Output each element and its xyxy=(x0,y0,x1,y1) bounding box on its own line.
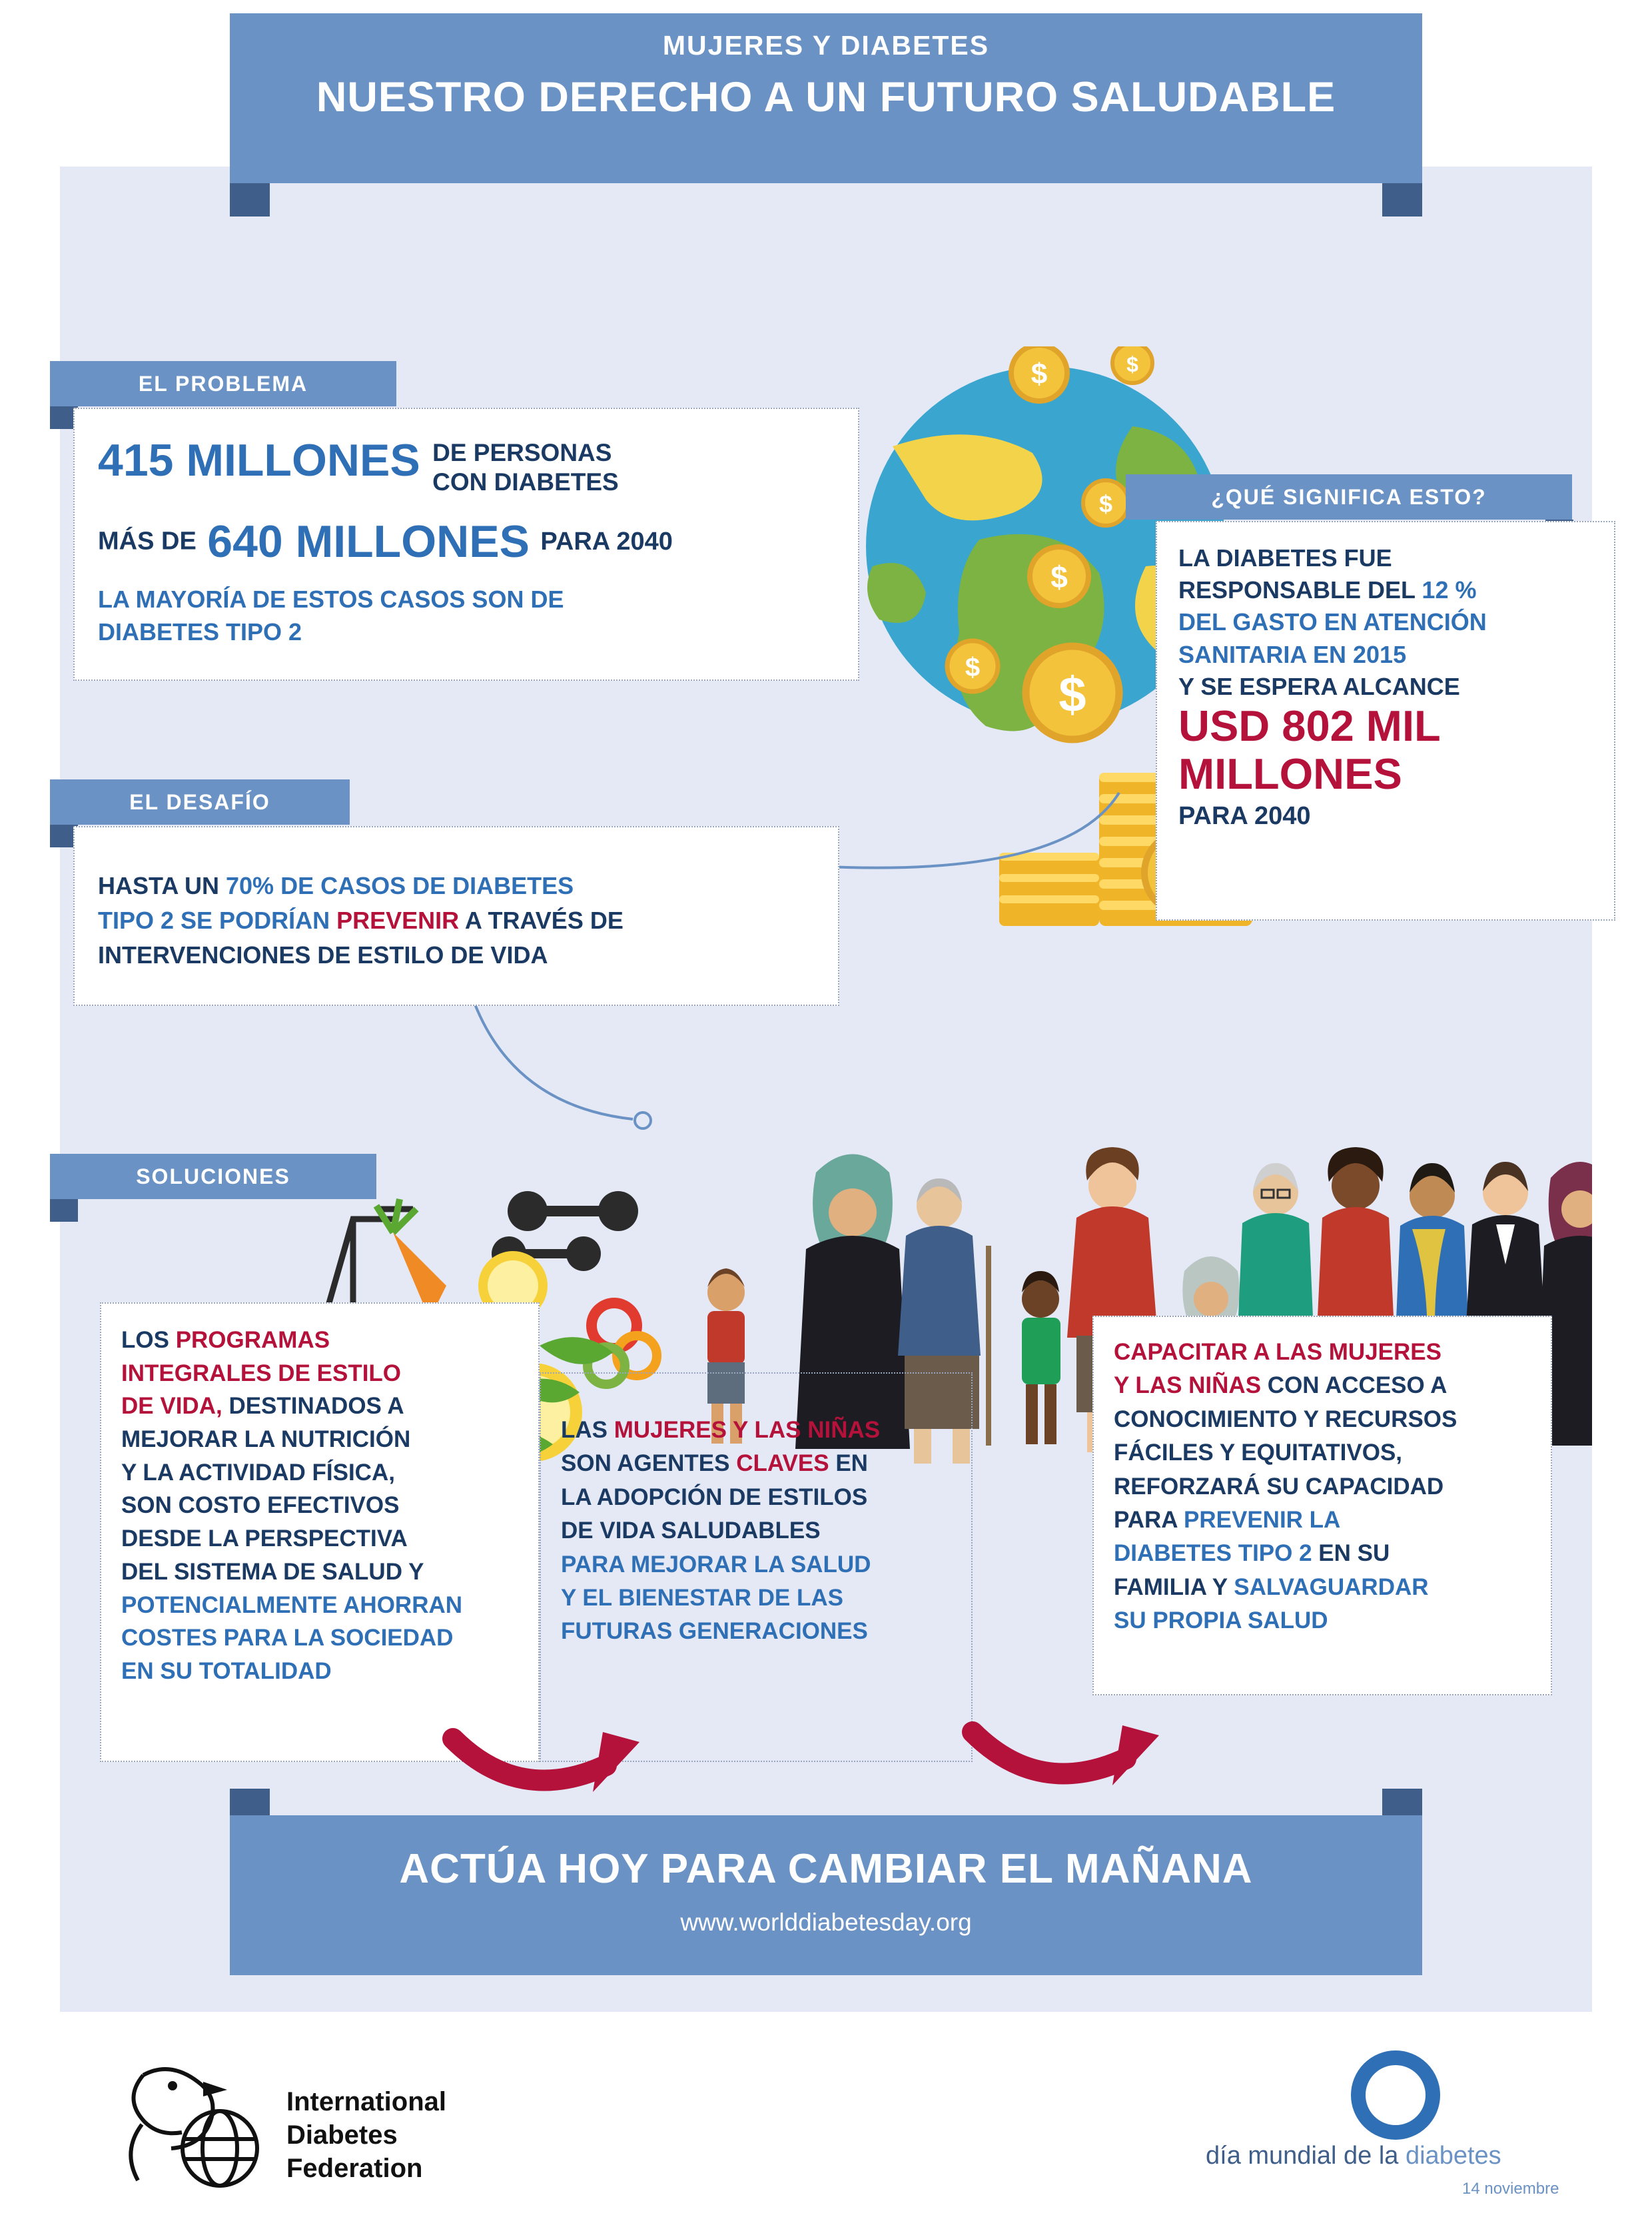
svg-text:$: $ xyxy=(1126,352,1138,376)
card3-t7: PARA xyxy=(1114,1506,1178,1533)
card3-t11: FAMILIA Y xyxy=(1114,1573,1228,1600)
card3-t4: CONOCIMIENTO Y RECURSOS xyxy=(1114,1406,1457,1432)
svg-text:$: $ xyxy=(1098,490,1113,518)
card1-t9: DESDE LA PERSPECTIVA xyxy=(121,1526,408,1552)
ribbon-el-desafio-label: EL DESAFÍO xyxy=(129,789,270,814)
card1-t6: MEJORAR LA NUTRICIÓN xyxy=(121,1426,411,1453)
card2-t3: SON AGENTES xyxy=(561,1450,730,1477)
challenge-line3: INTERVENCIONES DE ESTILO DE VIDA xyxy=(98,941,548,969)
card1-t4: DE VIDA, xyxy=(121,1393,222,1420)
card3-t13: SU PROPIA SALUD xyxy=(1114,1607,1328,1634)
problem-stat2-number: 640 MILLONES xyxy=(207,516,530,567)
footer-band xyxy=(230,1815,1422,1975)
card1-t10: DEL SISTEMA DE SALUD Y xyxy=(121,1558,424,1585)
call-to-action: ACTÚA HOY PARA CAMBIAR EL MAÑANA xyxy=(399,1846,1253,1892)
card3-t3: CON ACCESO A xyxy=(1267,1372,1447,1399)
card3-t1: CAPACITAR A LAS MUJERES xyxy=(1114,1339,1442,1365)
ribbon-soluciones-label: SOLUCIONES xyxy=(136,1164,290,1188)
idf-line3: Federation xyxy=(286,2154,423,2183)
card3-t10: EN SU xyxy=(1318,1540,1390,1567)
meaning-line1: LA DIABETES FUE xyxy=(1178,544,1392,572)
card1-t12: COSTES PARA LA SOCIEDAD xyxy=(121,1625,454,1651)
solution-card-2 xyxy=(540,1372,973,1762)
ribbon-el-problema-label: EL PROBLEMA xyxy=(138,371,308,396)
header-ribbon-tail-right xyxy=(1382,183,1422,217)
meaning-big-line1: USD 802 MIL xyxy=(1178,701,1441,750)
card2-t10: FUTURAS GENERACIONES xyxy=(561,1618,868,1645)
card2-t7: DE VIDA SALUDABLES xyxy=(561,1518,821,1544)
problem-stat1-number: 415 MILLONES xyxy=(98,435,420,486)
card1-t7: Y LA ACTIVIDAD FÍSICA, xyxy=(121,1459,395,1486)
challenge-card xyxy=(73,826,839,1006)
wdd-logo-text xyxy=(1206,2142,1501,2170)
card1-t13: EN SU TOTALIDAD xyxy=(121,1657,332,1684)
card2-t6: LA ADOPCIÓN DE ESTILOS xyxy=(561,1484,868,1510)
idf-line1: International xyxy=(286,2087,447,2116)
meaning-card xyxy=(1156,521,1615,921)
ribbon-el-desafio xyxy=(50,779,350,825)
wdd-highlight: diabetes xyxy=(1405,2142,1501,2170)
solution-card-3 xyxy=(1092,1316,1552,1695)
meaning-line3: DEL GASTO EN ATENCIÓN xyxy=(1178,608,1487,636)
solution-card-1 xyxy=(100,1302,540,1762)
meaning-line4: SANITARIA EN 2015 xyxy=(1178,640,1407,668)
wdd-date: 14 noviembre xyxy=(1462,2180,1559,2198)
card2-t5: EN xyxy=(835,1450,868,1477)
svg-text:$: $ xyxy=(1050,560,1068,594)
card2-t8: PARA MEJORAR LA SALUD xyxy=(561,1551,871,1577)
ribbon-que-significa xyxy=(1126,474,1572,520)
card1-t5: DESTINADOS A xyxy=(228,1393,404,1420)
footer-ribbon-tail-left xyxy=(230,1789,270,1815)
blue-circle-icon xyxy=(1346,2045,1446,2145)
card3-t5: FÁCILES Y EQUITATIVOS, xyxy=(1114,1440,1403,1466)
meaning-line5: Y SE ESPERA ALCANCE xyxy=(1178,672,1460,700)
card3-t12: SALVAGUARDAR xyxy=(1234,1573,1429,1600)
card2-t4: CLAVES xyxy=(736,1450,829,1477)
footer-ribbon-tail-right xyxy=(1382,1789,1422,1815)
meaning-line2-plain: RESPONSABLE DEL xyxy=(1178,576,1416,604)
idf-logo-text xyxy=(286,2085,446,2185)
solutions-ribbon-tail xyxy=(50,1199,78,1222)
card1-t2: PROGRAMAS xyxy=(175,1327,330,1353)
card3-t8: PREVENIR LA xyxy=(1184,1506,1341,1533)
card3-t2: Y LAS NIÑAS xyxy=(1114,1372,1262,1399)
idf-logo-icon xyxy=(103,2055,283,2198)
page-title: NUESTRO DERECHO A UN FUTURO SALUDABLE xyxy=(316,74,1336,121)
svg-text:$: $ xyxy=(965,653,981,682)
problem-stat2-suffix: PARA 2040 xyxy=(540,527,673,556)
svg-text:$: $ xyxy=(1058,667,1086,722)
challenge-line1-plain: HASTA UN xyxy=(98,872,219,899)
challenge-line2-red: PREVENIR xyxy=(336,907,460,935)
problem-note-line2: DIABETES TIPO 2 xyxy=(98,618,302,646)
card3-t6: REFORZARÁ SU CAPACIDAD xyxy=(1114,1473,1444,1500)
card1-t1: LOS xyxy=(121,1327,169,1353)
card1-t8: SON COSTO EFECTIVOS xyxy=(121,1492,400,1519)
idf-line2: Diabetes xyxy=(286,2120,398,2150)
wdd-plain: día mundial de la xyxy=(1206,2142,1406,2170)
website-url[interactable]: www.worlddiabetesday.org xyxy=(680,1909,972,1936)
arrow-card1-to-card2 xyxy=(440,1705,673,1805)
card1-t3: INTEGRALES DE ESTILO xyxy=(121,1360,402,1386)
card2-t9: Y EL BIENESTAR DE LAS xyxy=(561,1584,843,1611)
card2-t2: MUJERES Y LAS NIÑAS xyxy=(614,1417,881,1443)
problem-stat1-text-line2: CON DIABETES xyxy=(432,468,619,496)
svg-text:$: $ xyxy=(1031,358,1048,390)
challenge-line1-highlight: 70% DE CASOS DE DIABETES xyxy=(226,872,574,899)
header-subtitle: MUJERES Y DIABETES xyxy=(662,30,990,61)
ribbon-que-significa-label: ¿QUÉ SIGNIFICA ESTO? xyxy=(1211,484,1487,509)
meaning-big-line2: MILLONES xyxy=(1178,749,1402,798)
challenge-line2-highlight: TIPO 2 SE PODRÍAN xyxy=(98,907,330,935)
meaning-line2-highlight: 12 % xyxy=(1422,576,1477,604)
header-ribbon-tail-left xyxy=(230,183,270,217)
problem-stat2-prefix: MÁS DE xyxy=(98,527,197,556)
arrow-card2-to-card3 xyxy=(959,1692,1192,1799)
card3-t9: DIABETES TIPO 2 xyxy=(1114,1540,1312,1567)
meaning-big-suffix: PARA 2040 xyxy=(1178,802,1311,830)
ribbon-el-problema xyxy=(50,361,396,406)
challenge-line2-plain: A TRAVÉS DE xyxy=(464,907,623,935)
card1-t11: POTENCIALMENTE AHORRAN xyxy=(121,1591,463,1618)
problem-card xyxy=(73,408,859,681)
problem-note-line1: LA MAYORÍA DE ESTOS CASOS SON DE xyxy=(98,586,564,613)
card2-t1: LAS xyxy=(561,1417,608,1443)
problem-stat1-text-line1: DE PERSONAS xyxy=(432,439,612,466)
